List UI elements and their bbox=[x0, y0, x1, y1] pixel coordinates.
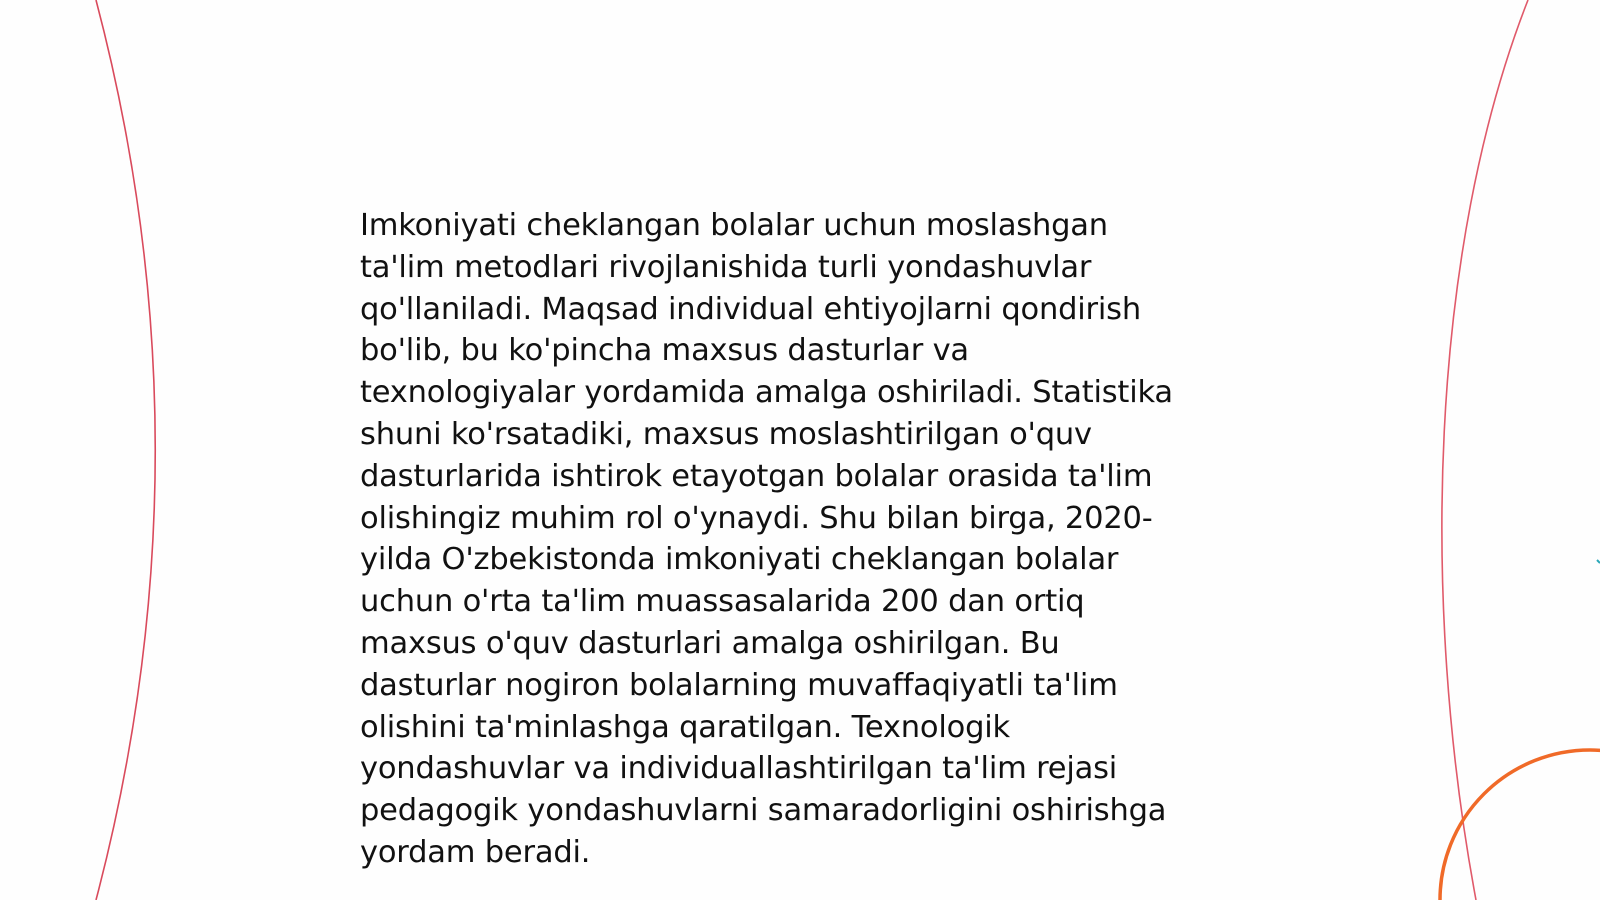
right-arc-decoration bbox=[1442, 0, 1528, 900]
left-arc-decoration bbox=[96, 0, 155, 900]
body-paragraph: Imkoniyati cheklangan bolalar uchun moslashgan ta'lim metodlari rivojlanishida turli yondashuvlar qo'llaniladi. Maqsad individual ehtiyojlarni qondirish bo'lib, bu ko'pincha maxsus dasturlar va texnologiyalar yordamida amalga oshiriladi. Statistika shuni ko'rsatadiki, maxsus moslashtirilgan o'quv dasturlarida ishtirok etayotgan bolalar orasida ta'lim olishingiz muhim rol o'ynaydi. Shu bilan birga, 2020- yilda O'zbekistonda imkoniyati cheklangan bolalar uchun o'rta ta'lim muassasalarida 200 dan ortiq maxsus o'quv dasturlari amalga oshirilgan. Bu dasturlar nogiron bolalarning muvaffaqiyatli ta'lim olishini ta'minlashga qaratilgan. Texnologik yondashuvlar va individuallashtirilgan ta'lim rejasi pedagogik yondashuvlarni samaradorligini oshirishga yordam beradi. bbox=[360, 208, 1173, 870]
